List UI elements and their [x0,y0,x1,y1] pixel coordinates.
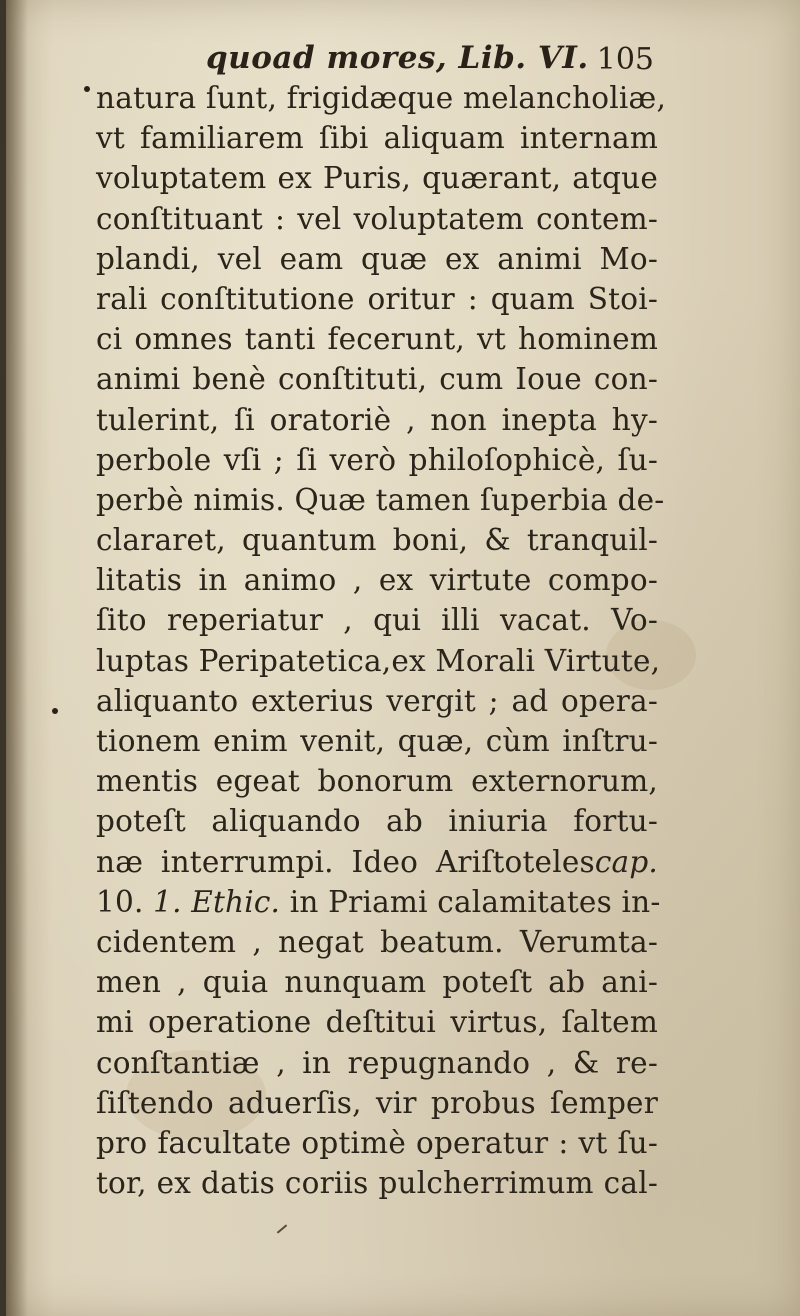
text-line: animi benè conſtituti, cum Ioue con- [96,362,658,397]
text-line: conſtituant : vel voluptatem contem- [96,201,658,236]
text-line: cidentem , negat beatum. Verumta- [96,924,658,959]
running-head: quoad mores, Lib. VI. [206,40,589,76]
text-line: voluptatem ex Puris, quærant, atque [96,161,658,196]
text-line: tulerint, ſi oratoriè , non inepta hy- [96,402,658,437]
text-line: rali conſtitutione oritur : quam Stoi- [96,281,658,316]
text-line: perbè nimis. Quæ tamen ſuperbia de- [96,482,665,517]
text-line: tionem enim venit, quæ, cùm inſtru- [96,724,658,758]
margin-mark [52,708,58,714]
body-text [96,78,667,1203]
text-line: pro facultate optimè operatur : vt ſu- [96,1125,658,1160]
text-line: perbole vſi ; ſi verò philoſophicè, ſu- [96,442,658,477]
text-line: litatis in animo , ex virtute compo- [96,563,658,598]
text-line: tor, ex datis coriis pulcherrimum cal- [96,1166,658,1201]
text-segment: in Priami calamitates in- [289,884,661,919]
page-number: 105 [596,42,654,77]
text-line: ci omnes tanti fecerunt, vt hominem [96,322,658,357]
text-line: conſtantiæ , in repugnando , & re- [96,1045,658,1080]
ink-mark [277,1224,287,1233]
text-line: men , quia nunquam poteſt ab ani- [96,965,658,1000]
citation: 1. Ethic. [153,884,281,919]
text-line: ſito reperiatur , qui illi vacat. Vo- [96,603,658,638]
text-line: mentis egeat bonorum externorum, [96,764,658,799]
gutter-shadow [6,0,28,1316]
text-line: vt familiarem ſibi aliquam internam [96,121,658,156]
text-line: poteſt aliquando ab iniuria fortu- [96,804,658,839]
citation: cap. [594,844,658,879]
text-line: aliquanto exterius vergit ; ad opera- [96,683,658,718]
text-line: mi operatione deſtitui virtus, ſaltem [96,1005,658,1040]
text-line: luptas Peripatetica,ex Morali Virtute, [96,643,661,678]
text-segment: næ interrumpi. Ideo Ariſtoteles [96,844,595,879]
text-line: natura ſunt, frigidæque melancholiæ, [96,81,667,115]
text-line: plandi, vel eam quæ ex animi Mo- [96,241,658,276]
book-page [6,0,800,1316]
margin-mark [84,86,90,92]
text-line-with-citation [96,882,661,922]
citation: 10. [96,884,144,919]
text-line: clararet, quantum boni, & tranquil- [96,523,658,558]
text-line-with-citation [96,842,658,882]
text-line: ſiſtendo aduerſis, vir probus ſemper [96,1085,658,1120]
